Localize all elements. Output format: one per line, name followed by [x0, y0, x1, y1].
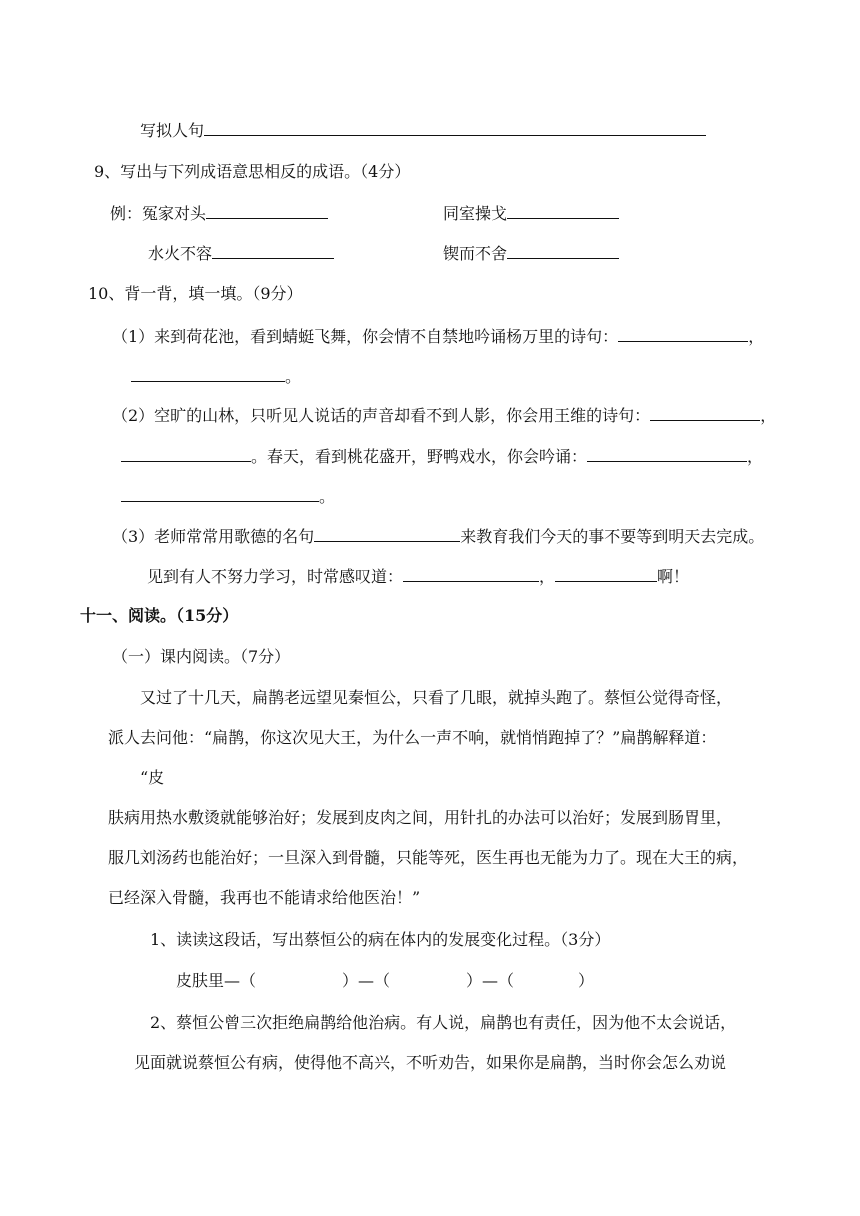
paragraph-line: 已经深入骨髓，我再也不能请求给他医治！” — [108, 888, 421, 907]
personification-line — [140, 120, 706, 141]
reading-q1-answer — [176, 971, 594, 991]
answer-blank[interactable] — [618, 326, 748, 342]
q10-2 — [112, 405, 776, 426]
comma: ， — [747, 447, 764, 466]
label: 锲而不舍 — [443, 244, 508, 263]
reading-question-1: 1、读读这段话，写出蔡恒公的病在体内的发展变化过程。（3分） — [150, 930, 611, 949]
label: 写拟人句 — [140, 121, 205, 140]
label: 水火不容 — [148, 244, 213, 263]
label: 啊！ — [657, 567, 690, 586]
answer-blank[interactable] — [314, 526, 460, 542]
label: 。春天，看到桃花盛开，野鸭戏水，你会吟诵： — [251, 447, 588, 466]
comma: ， — [760, 406, 777, 425]
q10-1-cont — [131, 366, 301, 387]
section-11-heading: 十一、阅读。（15分） — [80, 606, 239, 625]
section-11-1: （一）课内阅读。（7分） — [112, 647, 291, 666]
label: （2）空旷的山林，只听见人说话的声音却看不到人影，你会用王维的诗句： — [112, 406, 651, 425]
comma: ， — [539, 567, 556, 586]
answer-blank[interactable] — [507, 203, 619, 219]
answer-blank[interactable] — [121, 446, 251, 462]
label: ）—（ — [342, 971, 391, 990]
paragraph-line: 又过了十几天，扁鹊老远望见秦恒公，只看了几眼，就掉头跑了。蔡恒公觉得奇怪， — [140, 688, 733, 707]
label: 皮肤里—（ — [176, 971, 257, 990]
answer-blank[interactable] — [212, 243, 334, 259]
answer-blank[interactable] — [587, 446, 747, 462]
label: 同室操戈 — [443, 204, 508, 223]
q9-item-1 — [110, 203, 328, 224]
label: ） — [578, 971, 595, 990]
answer-blank[interactable] — [131, 366, 285, 382]
paragraph-line: 肤病用热水敷烫就能够治好；发展到皮肉之间，用针扎的办法可以治好；发展到肠胃里， — [108, 808, 733, 827]
question-9: 9、写出与下列成语意思相反的成语。（4分） — [94, 162, 411, 181]
q10-2-cont — [121, 446, 763, 467]
reading-question-2: 2、蔡恒公曾三次拒绝扁鹊给他治病。有人说，扁鹊也有责任，因为他不太会说话， — [150, 1013, 737, 1032]
q10-2-cont2 — [121, 486, 335, 507]
label: （3）老师常常用歌德的名句 — [112, 527, 315, 546]
q9-item-4 — [443, 243, 619, 264]
answer-blank[interactable] — [650, 405, 760, 421]
q10-3 — [112, 526, 764, 547]
q9-item-3 — [148, 243, 334, 264]
label: 来教育我们今天的事不要等到明天去完成。 — [460, 527, 765, 546]
answer-blank[interactable] — [403, 566, 539, 582]
q10-3-cont — [147, 566, 689, 587]
answer-blank[interactable] — [121, 486, 319, 502]
paragraph-line: 派人去问他：“扁鹊，你这次见大王，为什么一声不响，就悄悄跑掉了？”扁鹊解释道： — [108, 728, 717, 747]
period: 。 — [285, 367, 302, 386]
question-10: 10、背一背，填一填。（9分） — [88, 284, 303, 303]
period: 。 — [319, 487, 336, 506]
comma: ， — [748, 327, 765, 346]
q10-1 — [112, 326, 764, 347]
label: ）—（ — [466, 971, 515, 990]
reading-question-2-cont: 见面就说蔡恒公有病，使得他不高兴，不听劝告，如果你是扁鹊，当时你会怎么劝说 — [134, 1053, 727, 1072]
paragraph-line: 服几刘汤药也能治好；一旦深入到骨髓，只能等死，医生再也无能为力了。现在大王的病， — [108, 848, 749, 867]
paragraph-line: “皮 — [140, 768, 165, 787]
label: 例：冤家对头 — [110, 204, 207, 223]
answer-blank[interactable] — [206, 203, 328, 219]
label: （1）来到荷花池，看到蜻蜓飞舞，你会情不自禁地吟诵杨万里的诗句： — [112, 327, 619, 346]
answer-blank[interactable] — [204, 120, 706, 136]
label: 见到有人不努力学习，时常感叹道： — [147, 567, 404, 586]
answer-blank[interactable] — [555, 566, 657, 582]
q9-item-2 — [443, 203, 619, 224]
answer-blank[interactable] — [507, 243, 619, 259]
